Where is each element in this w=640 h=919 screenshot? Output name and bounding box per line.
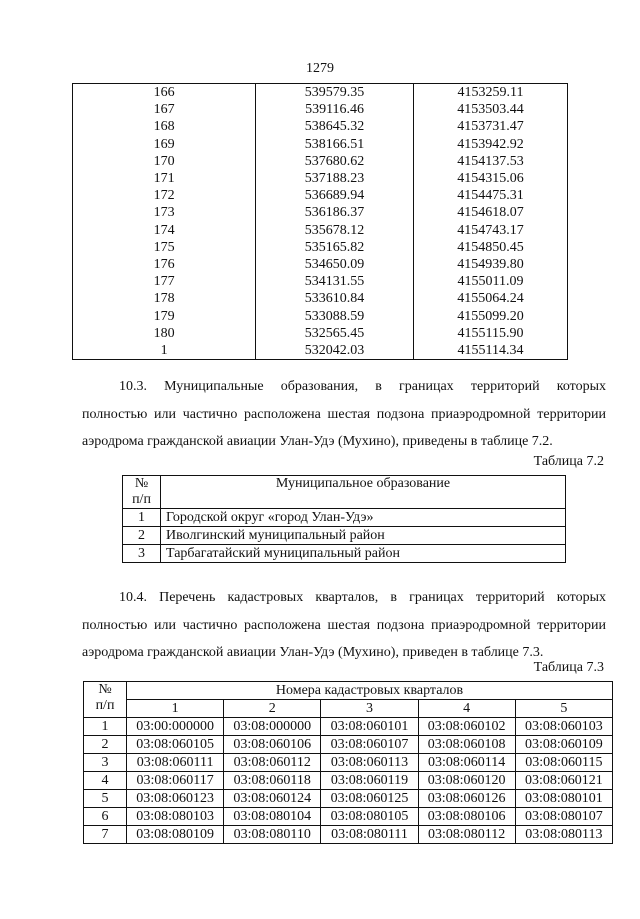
x-coordinate-cell: 532042.03 xyxy=(256,342,414,360)
cadastral-quarter-cell: 03:08:060103 xyxy=(515,718,612,736)
point-number-cell: 169 xyxy=(73,136,256,153)
header-number-label: п/п xyxy=(95,698,115,713)
table-7-2 xyxy=(122,475,566,563)
cadastral-quarter-cell: 03:08:080107 xyxy=(515,808,612,826)
y-coordinate-cell: 4154315.06 xyxy=(413,170,567,187)
table-row xyxy=(123,509,566,527)
cadastral-quarter-cell: 03:08:060109 xyxy=(515,736,612,754)
cadastral-quarter-cell: 03:08:060106 xyxy=(224,736,321,754)
table-row xyxy=(73,222,568,239)
cadastral-quarter-cell: 03:08:060115 xyxy=(515,754,612,772)
cadastral-quarter-cell: 03:08:060113 xyxy=(321,754,418,772)
point-number-cell: 178 xyxy=(73,290,256,307)
point-number-cell: 171 xyxy=(73,170,256,187)
cadastral-quarter-cell: 03:08:060114 xyxy=(418,754,515,772)
cadastral-quarter-cell: 03:08:060117 xyxy=(127,772,224,790)
column-header-cell: 4 xyxy=(418,700,515,718)
table-7-2-caption: Таблица 7.2 xyxy=(533,454,604,469)
table-row xyxy=(73,84,568,102)
cadastral-quarter-cell: 03:08:060101 xyxy=(321,718,418,736)
table-row xyxy=(84,826,613,844)
table-7-3-caption: Таблица 7.3 xyxy=(533,660,604,675)
municipality-name-cell: Тарбагатайский муниципальный район xyxy=(161,545,566,563)
table-row xyxy=(73,118,568,135)
y-coordinate-cell: 4155099.20 xyxy=(413,307,567,324)
row-number-cell: 3 xyxy=(84,754,127,772)
header-name-cell: Муниципальное образование xyxy=(161,476,566,509)
cadastral-quarter-cell: 03:08:060120 xyxy=(418,772,515,790)
cadastral-quarter-cell: 03:08:080106 xyxy=(418,808,515,826)
row-number-cell: 1 xyxy=(123,509,161,527)
header-number-label: № xyxy=(98,682,112,697)
cadastral-quarter-cell: 03:08:080101 xyxy=(515,790,612,808)
table-7-3 xyxy=(83,681,613,844)
point-number-cell: 170 xyxy=(73,153,256,170)
y-coordinate-cell: 4155115.90 xyxy=(413,325,567,342)
cadastral-quarter-cell: 03:08:060107 xyxy=(321,736,418,754)
cadastral-quarter-cell: 03:08:080111 xyxy=(321,826,418,844)
x-coordinate-cell: 533088.59 xyxy=(256,307,414,324)
table-row xyxy=(84,808,613,826)
row-number-cell: 4 xyxy=(84,772,127,790)
point-number-cell: 180 xyxy=(73,325,256,342)
y-coordinate-cell: 4154850.45 xyxy=(413,239,567,256)
cadastral-quarter-cell: 03:08:080104 xyxy=(224,808,321,826)
table-row xyxy=(84,718,613,736)
x-coordinate-cell: 536186.37 xyxy=(256,204,414,221)
y-coordinate-cell: 4154939.80 xyxy=(413,256,567,273)
cadastral-quarter-cell: 03:08:080109 xyxy=(127,826,224,844)
table-row xyxy=(84,790,613,808)
table-row xyxy=(73,273,568,290)
municipality-name-cell: Иволгинский муниципальный район xyxy=(161,527,566,545)
cadastral-quarter-cell: 03:08:060112 xyxy=(224,754,321,772)
cadastral-quarter-cell: 03:08:080112 xyxy=(418,826,515,844)
x-coordinate-cell: 534131.55 xyxy=(256,273,414,290)
y-coordinate-cell: 4154475.31 xyxy=(413,187,567,204)
x-coordinate-cell: 537680.62 xyxy=(256,153,414,170)
point-number-cell: 173 xyxy=(73,204,256,221)
x-coordinate-cell: 538645.32 xyxy=(256,118,414,135)
x-coordinate-cell: 537188.23 xyxy=(256,170,414,187)
cadastral-quarter-cell: 03:08:080113 xyxy=(515,826,612,844)
x-coordinate-cell: 536689.94 xyxy=(256,187,414,204)
paragraph-10-3 xyxy=(82,373,606,456)
x-coordinate-cell: 532565.45 xyxy=(256,325,414,342)
cadastral-quarter-cell: 03:08:080110 xyxy=(224,826,321,844)
table-row xyxy=(73,153,568,170)
cadastral-quarter-cell: 03:08:060108 xyxy=(418,736,515,754)
point-number-cell: 175 xyxy=(73,239,256,256)
y-coordinate-cell: 4154137.53 xyxy=(413,153,567,170)
coordinates-table xyxy=(72,83,568,360)
table-row xyxy=(73,101,568,118)
y-coordinate-cell: 4153942.92 xyxy=(413,136,567,153)
table-row xyxy=(73,136,568,153)
row-number-cell: 2 xyxy=(123,527,161,545)
cadastral-quarter-cell: 03:08:060123 xyxy=(127,790,224,808)
point-number-cell: 174 xyxy=(73,222,256,239)
column-header-cell: 5 xyxy=(515,700,612,718)
header-number-cell xyxy=(123,476,161,509)
table-row xyxy=(73,170,568,187)
table-row xyxy=(73,307,568,324)
y-coordinate-cell: 4153731.47 xyxy=(413,118,567,135)
x-coordinate-cell: 535678.12 xyxy=(256,222,414,239)
page-number: 1279 xyxy=(306,61,334,76)
x-coordinate-cell: 538166.51 xyxy=(256,136,414,153)
x-coordinate-cell: 534650.09 xyxy=(256,256,414,273)
table-row xyxy=(73,204,568,221)
x-coordinate-cell: 535165.82 xyxy=(256,239,414,256)
column-header-cell: 2 xyxy=(224,700,321,718)
x-coordinate-cell: 539579.35 xyxy=(256,84,414,102)
paragraph-line: 10.3. Муниципальные образования, в границах территорий которых xyxy=(119,379,606,394)
y-coordinate-cell: 4155011.09 xyxy=(413,273,567,290)
header-number-cell xyxy=(84,682,127,718)
cadastral-quarter-cell: 03:08:060102 xyxy=(418,718,515,736)
cadastral-quarter-cell: 03:08:060111 xyxy=(127,754,224,772)
table-row xyxy=(73,342,568,360)
cadastral-quarter-cell: 03:08:060125 xyxy=(321,790,418,808)
y-coordinate-cell: 4154743.17 xyxy=(413,222,567,239)
table-row xyxy=(123,527,566,545)
point-number-cell: 172 xyxy=(73,187,256,204)
table-row xyxy=(73,256,568,273)
table-row xyxy=(73,290,568,307)
table-row xyxy=(84,736,613,754)
row-number-cell: 2 xyxy=(84,736,127,754)
paragraph-line: 10.4. Перечень кадастровых кварталов, в границах территорий которых xyxy=(119,590,606,605)
row-number-cell: 3 xyxy=(123,545,161,563)
point-number-cell: 177 xyxy=(73,273,256,290)
x-coordinate-cell: 533610.84 xyxy=(256,290,414,307)
row-number-cell: 5 xyxy=(84,790,127,808)
row-number-cell: 1 xyxy=(84,718,127,736)
cadastral-quarter-cell: 03:08:000000 xyxy=(224,718,321,736)
cadastral-quarter-cell: 03:08:060121 xyxy=(515,772,612,790)
y-coordinate-cell: 4153503.44 xyxy=(413,101,567,118)
header-number-label: № xyxy=(134,476,149,491)
cadastral-quarter-cell: 03:08:060124 xyxy=(224,790,321,808)
table-row xyxy=(123,545,566,563)
cadastral-quarter-cell: 03:08:080105 xyxy=(321,808,418,826)
paragraph-line: аэродрома гражданской авиации Улан-Удэ (Мухино), приведены в таблице 7.2. xyxy=(82,434,553,449)
cadastral-quarter-cell: 03:08:060105 xyxy=(127,736,224,754)
point-number-cell: 168 xyxy=(73,118,256,135)
table-row xyxy=(73,325,568,342)
table-row xyxy=(73,239,568,256)
paragraph-line: полностью или частично расположена шестая подзона приаэродромной территории xyxy=(82,406,606,422)
row-number-cell: 6 xyxy=(84,808,127,826)
point-number-cell: 167 xyxy=(73,101,256,118)
table-row xyxy=(73,187,568,204)
paragraph-line: аэродрома гражданской авиации Улан-Удэ (Мухино), приведен в таблице 7.3. xyxy=(82,645,544,660)
cadastral-quarter-cell: 03:08:060119 xyxy=(321,772,418,790)
column-header-cell: 3 xyxy=(321,700,418,718)
header-number-label: п/п xyxy=(132,492,151,507)
cadastral-quarter-cell: 03:00:000000 xyxy=(127,718,224,736)
municipality-name-cell: Городской округ «город Улан-Удэ» xyxy=(161,509,566,527)
paragraph-line: полностью или частично расположена шестая подзона приаэродромной территории xyxy=(82,617,606,633)
y-coordinate-cell: 4154618.07 xyxy=(413,204,567,221)
point-number-cell: 176 xyxy=(73,256,256,273)
y-coordinate-cell: 4155114.34 xyxy=(413,342,567,360)
x-coordinate-cell: 539116.46 xyxy=(256,101,414,118)
cadastral-quarter-cell: 03:08:080103 xyxy=(127,808,224,826)
y-coordinate-cell: 4153259.11 xyxy=(413,84,567,102)
cadastral-quarter-cell: 03:08:060126 xyxy=(418,790,515,808)
header-group-cell: Номера кадастровых кварталов xyxy=(127,682,613,700)
point-number-cell: 166 xyxy=(73,84,256,102)
row-number-cell: 7 xyxy=(84,826,127,844)
table-row xyxy=(84,754,613,772)
point-number-cell: 179 xyxy=(73,307,256,324)
table-row xyxy=(84,772,613,790)
paragraph-10-4 xyxy=(82,584,606,667)
point-number-cell: 1 xyxy=(73,342,256,360)
column-header-cell: 1 xyxy=(127,700,224,718)
y-coordinate-cell: 4155064.24 xyxy=(413,290,567,307)
cadastral-quarter-cell: 03:08:060118 xyxy=(224,772,321,790)
